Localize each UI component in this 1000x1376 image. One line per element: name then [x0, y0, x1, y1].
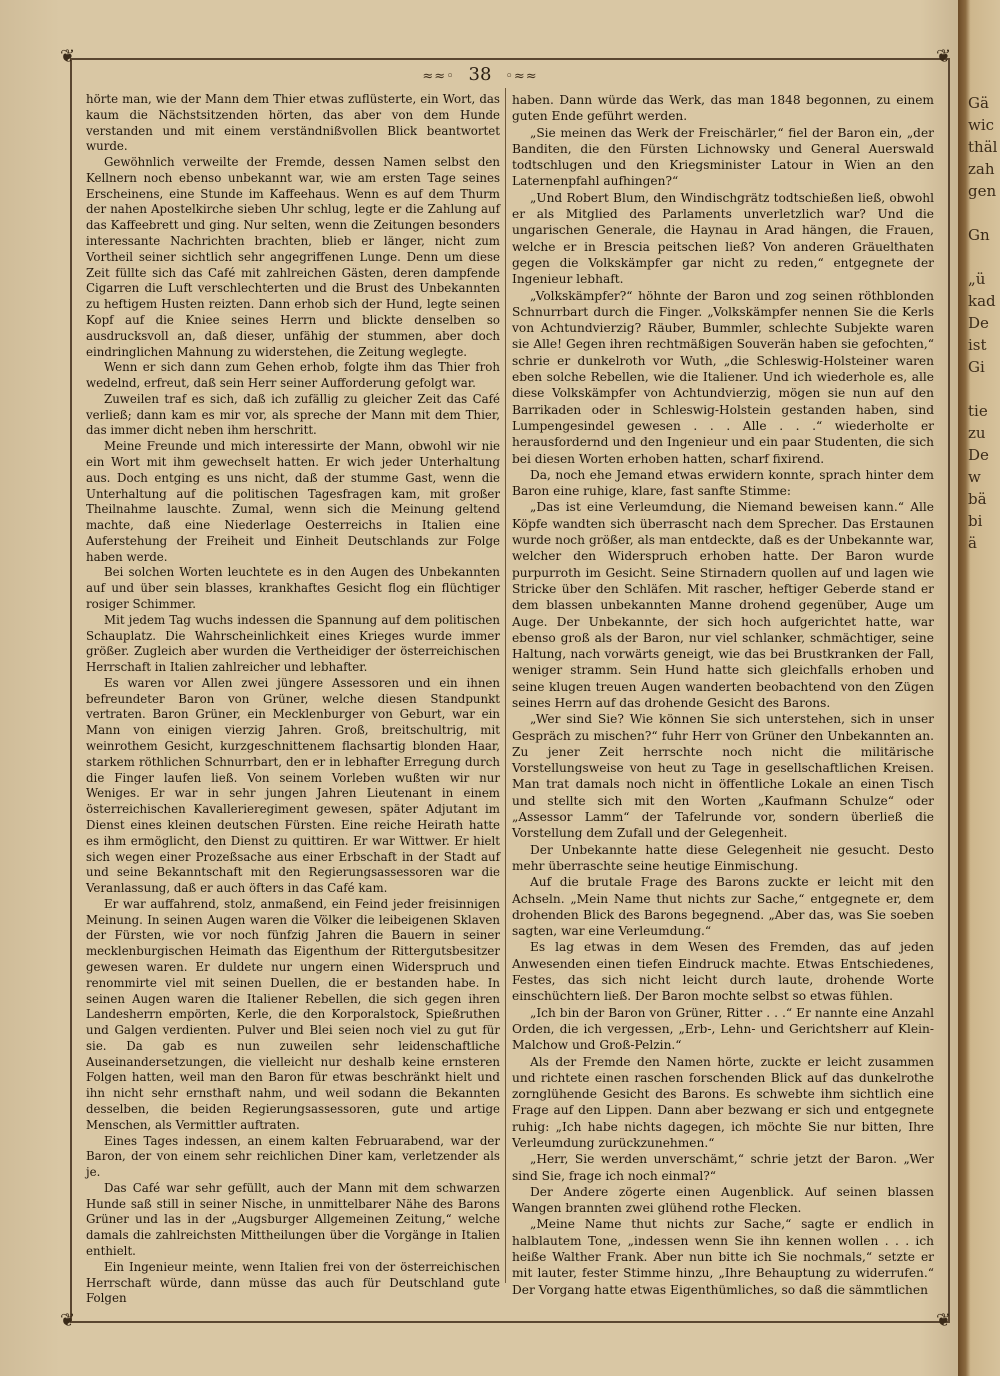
- paragraph: Gewöhnlich verweilte der Fremde, dessen Namen selbst den Kellnern noch ebenso unbekannt war, wie am ersten Tage seines Erscheinens, eine Stunde im Kaffeehaus. Wenn es auf dem Thurm der nahen Apostelkirche sieben Uhr schlug, legte er die Zahlung auf das Kaffeebrett und ging. Nur selten, wenn die Zeitungen besonders interessante Nachrichten brachten, blieb er länger, nicht zum Vortheil seiner sichtlich sehr angegriffenen Lunge. Denn um diese Zeit füllte sich das Café mit zahlreichen Gästen, deren dampfende Cigarren die Luft verschlechterten und die Brust des Unbekannten zu heftigem Husten reizten. Dann erhob sich der Hund, legte seinen Kopf auf die Kniee seines Herrn und blickte denselben so ausdrucksvoll an, daß dieser, unfähig der stummen, aber doch eindringlichen Mahnung zu widerstehen, die Zeitung weglegte.: [86, 155, 500, 359]
- page-header: [0, 64, 960, 85]
- paragraph: „Und Robert Blum, den Windischgrätz todtschießen ließ, obwohl er als Mitglied des Parlaments unverletzlich war? Und die ungarischen Generale, die Haynau in Arad hängen, die Frauen, welche er in Brescia peitschen ließ? Von anderen Gräuelthaten gegen die Volkskämpfer gar nicht zu reden,“ entgegnete der Ingenieur lebhaft.: [512, 190, 934, 287]
- corner-ornament-top-left: ❦: [60, 46, 76, 67]
- paragraph: Es lag etwas in dem Wesen des Fremden, das auf jeden Anwesenden einen tiefen Eindruck machte. Etwas Entschiedenes, Festes, das sich nicht leicht durch laute, drohende Worte einschüchtern ließ. Der Baron mochte selbst so etwas fühlen.: [512, 940, 934, 1004]
- frame-right-rule: [948, 58, 950, 1323]
- paragraph: Eines Tages indessen, an einem kalten Februarabend, war der Baron, der von einem sehr reichlichen Diner kam, verletzender als je.: [86, 1133, 500, 1180]
- page-number: 38: [468, 64, 492, 85]
- paragraph: Es waren vor Allen zwei jüngere Assessoren und ein ihnen befreundeter Baron von Grüner, welche diesen Standpunkt vertraten. Baron Grüner, ein Mecklenburger von Geburt, war ein Mann von einigen vierzig Jahren. Groß, breitschultrig, mit weinrothem Gesicht, kurzgeschnittenem flachsartig blonden Haar, starkem röthlichen Schnurrbart, den er in lebhafter Erregung durch die Finger laufen ließ. Von seinem Vorleben wußten wir nur Weniges. Er war in sehr jungen Jahren Lieutenant in einem österreichischen Kavallerieregiment gewesen, später Adjutant im Dienst eines kleinen deutschen Fürsten. Eine reiche Heirath hatte es ihm ermöglicht, den Dienst zu quittiren. Er war Wittwer. Er hielt sich wegen einer Prozeßsache aus einer Erbschaft in der Stadt auf und seine Bekanntschaft mit den Regierungsassessoren war die Veranlassung, daß er auch öfters in das Café kam.: [86, 675, 500, 896]
- paragraph: Wenn er sich dann zum Gehen erhob, folgte ihm das Thier froh wedelnd, erfreut, daß sein Herr seiner Aufforderung gefolgt war.: [86, 360, 500, 391]
- paragraph: „Ich bin der Baron von Grüner, Ritter . . .“ Er nannte eine Anzahl Orden, die ich vergessen, „Erb-, Lehn- und Gerichtsherr auf Klein-Malchow und Groß-Pelzin.“: [512, 1005, 934, 1053]
- paragraph: „Meine Name thut nichts zur Sache,“ sagte er endlich in halblautem Tone, „indessen wenn Sie ihn kennen wollen . . . ich heiße Walther Frank. Aber nun bitte ich Sie nochmals,“ setzte er mit lauter, fester Stimme hinzu, „Ihre Behauptung zu widerrufen.“ Der Vorgang hatte etwas Eigenthümliches, so daß die sämmtlichen: [512, 1217, 934, 1297]
- paragraph: Mit jedem Tag wuchs indessen die Spannung auf dem politischen Schauplatz. Die Wahrscheinlichkeit eines Krieges wurde immer größer. Zugleich aber wurden die Vertheidiger der österreichischen Herrschaft in Italien zahlreicher und lebhafter.: [86, 612, 500, 675]
- paragraph: Das Café war sehr gefüllt, auch der Mann mit dem schwarzen Hunde saß still in seiner Nische, in unmittelbarer Nähe des Barons Grüner und las in der „Augsburger Allgemeinen Zeitung,“ welche damals die zahlreichsten Mittheilungen über die Vorgänge in Italien enthielt.: [86, 1180, 500, 1259]
- paragraph: „Volkskämpfer?“ höhnte der Baron und zog seinen röthblonden Schnurrbart durch die Finger. „Volkskämpfer nennen Sie die Kerls von Achtundvierzig? Räuber, Bummler, schlechte Subjekte waren sie Alle! Gegen ihren rechtmäßigen Souverän haben sie gefochten,“ schrie er dunkelroth vor Wuth, „die Schleswig-Holsteiner waren eben solche Rebellen, wie die Italiener. Und ich wiederhole es, alle diese Volkskämpfer von Achtundvierzig, mögen sie nun auf den Barrikaden oder in Schleswig-Holstein gestanden haben, sind Lumpengesindel gewesen . . . Alle . . .“ wiederholte er herausfordernd und den Ingenieur und ein paar Studenten, die sich bei diesen Worten erhoben hatten, scharf fixirend.: [512, 288, 934, 466]
- paragraph: haben. Dann würde das Werk, das man 1848 begonnen, zu einem guten Ende geführt werden.: [512, 93, 934, 124]
- adjacent-page-edge: [958, 0, 1000, 1376]
- corner-ornament-top-right: ❦: [936, 46, 952, 67]
- frame-top-rule: [70, 58, 950, 60]
- paragraph: Da, noch ehe Jemand etwas erwidern konnte, sprach hinter dem Baron eine ruhige, klare, fast sanfte Stimme:: [512, 467, 934, 499]
- paragraph: Ein Ingenieur meinte, wenn Italien frei von der österreichischen Herrschaft würde, dann müsse das auch für Deutschland gute Folgen: [86, 1259, 500, 1306]
- paragraph: Meine Freunde und mich interessirte der Mann, obwohl wir nie ein Wort mit ihm gewechselt hatten. Er wich jeder Unterhaltung aus. Doch entging es uns nicht, daß der stumme Gast, wenn die Unterhaltung auf die politischen Tagesfragen kam, mit großer Theilnahme lauschte. Zumal, wenn sich die Meinung geltend machte, daß eine Niederlage Oesterreichs in Italien eine Auferstehung der Freiheit und Einheit Deutschlands zur Folge haben werde.: [86, 439, 500, 564]
- paragraph: Der Andere zögerte einen Augenblick. Auf seinen blassen Wangen brannten zwei glühend rothe Flecken.: [512, 1184, 934, 1216]
- paragraph: „Herr, Sie werden unverschämt,“ schrie jetzt der Baron. „Wer sind Sie, frage ich noch einmal?“: [512, 1152, 934, 1183]
- paragraph: hörte man, wie der Mann dem Thier etwas zuflüsterte, ein Wort, das kaum die Nächstsitzenden hörten, das aber von dem Hunde verstanden und mit einem verständnißvollen Blick beantwortet wurde.: [86, 92, 500, 154]
- frame-bottom-rule: [70, 1321, 950, 1323]
- header-ornament-right: ◦≈≈: [505, 69, 538, 84]
- paragraph: Als der Fremde den Namen hörte, zuckte er leicht zusammen und richtete einen raschen forschenden Blick auf das dunkelrothe zornglühende Gesicht des Barons. Es schwebte ihm sichtlich eine Frage auf den Lippen. Dann aber bezwang er sich und entgegnete ruhig: „Ich habe nichts dagegen, ich möchte Sie nur bitten, Ihre Verleumdung zurückzunehmen.“: [512, 1054, 934, 1150]
- right-text-column: [512, 92, 934, 1298]
- paragraph: „Wer sind Sie? Wie können Sie sich unterstehen, sich in unser Gespräch zu mischen?“ fuhr Herr von Grüner den Unbekannten an. Zu jener Zeit herrschte noch nicht die militärische Vorstellungsweise von heut zu Tage in gesellschaftlichen Kreisen. Man trat damals noch nicht in öffentliche Lokale an einen Tisch und stellte sich mit den Worten „Kaufmann Schulze“ oder „Assessor Lamm“ der Tafelrunde vor, sondern überließ die Vorstellung dem Zufall und der Gelegenheit.: [512, 712, 934, 841]
- column-divider: [505, 88, 506, 1283]
- paragraph: „Sie meinen das Werk der Freischärler,“ fiel der Baron ein, „der Banditen, die den Fürsten Lichnowsky und General Auerswald todtschlugen und den Kriegsminister Latour in Wien an den Laternenpfahl aufhingen?“: [512, 125, 934, 189]
- corner-ornament-bottom-right: ❦: [936, 1310, 952, 1331]
- header-ornament-left: ≈≈◦: [422, 69, 455, 84]
- paragraph: Zuweilen traf es sich, daß ich zufällig zu gleicher Zeit das Café verließ; dann kam es mir vor, als spreche der Mann mit dem Thier, das immer dicht neben ihm herschritt.: [86, 391, 500, 438]
- paragraph: Er war auffahrend, stolz, anmaßend, ein Feind jeder freisinnigen Meinung. In seinen Augen waren die Völker die leibeigenen Sklaven der Fürsten, wie vor noch fünfzig Jahren die Bauern in seiner mecklenburgischen Heimath das Eigenthum der Rittergutsbesitzer gewesen waren. Er duldete nur ungern einen Widerspruch und renommirte viel mit seinen Duellen, die er bestanden habe. In seinen Augen waren die Italiener Rebellen, die sich gegen ihren Landesherrn empörten, Kerle, die den Korporalstock, Spießruthen und Galgen verdienten. Pulver und Blei seien noch viel zu gut für sie. Da gab es nun zuweilen sehr leidenschaftliche Auseinandersetzungen, die vielleicht nur deshalb keine ernsteren Folgen hatten, weil man den Baron für etwas beschränkt hielt und ihn nicht sehr ernsthaft nahm, und weil sodann die Bekannten desselben, die beiden Regierungsassessoren, gute und artige Menschen, als Vermittler auftraten.: [86, 896, 500, 1132]
- paragraph: Bei solchen Worten leuchtete es in den Augen des Unbekannten auf und über sein blasses, krankhaftes Gesicht flog ein flüchtiger rosiger Schimmer.: [86, 565, 500, 611]
- paragraph: Der Unbekannte hatte diese Gelegenheit nie gesucht. Desto mehr überraschte seine heutige Einmischung.: [512, 842, 934, 873]
- paragraph: „Das ist eine Verleumdung, die Niemand beweisen kann.“ Alle Köpfe wandten sich überrascht nach dem Sprecher. Das Erstaunen wurde noch größer, als man entdeckte, daß es der Unbekannte war, welcher den Widerspruch erhoben hatte. Der Baron wurde purpurroth im Gesicht. Seine Stirnadern quollen auf und lagen wie Stricke über den Schläfen. Mit rascher, heftiger Geberde stand er dem blassen unbekannten Manne drohend gegenüber, Auge um Auge. Der Unbekannte, der sich hoch aufgerichtet hatte, war ebenso groß als der Baron, nur viel schlanker, schmächtiger, seine Haltung, nach vorwärts geneigt, wie das bei Brustkranken der Fall, weniger stramm. Sein Hund hatte sich gleichfalls erhoben und seine klugen treuen Augen wanderten beobachtend von den Zügen seines Herrn auf das drohende Gesicht des Barons.: [512, 500, 934, 710]
- paragraph: Auf die brutale Frage des Barons zuckte er leicht mit den Achseln. „Mein Name thut nichts zur Sache,“ entgegnete er, dem drohenden Blick des Barons begegnend. „Aber das, was Sie soeben sagten, war eine Verleumdung.“: [512, 875, 934, 939]
- adjacent-page-fragment: Gä wic thäl zah gen Gn „ü kad De ist Gi tie zu De w bä bi ä: [968, 94, 998, 552]
- corner-ornament-bottom-left: ❦: [60, 1310, 76, 1331]
- left-text-column: [86, 92, 500, 1307]
- frame-left-rule: [70, 58, 72, 1323]
